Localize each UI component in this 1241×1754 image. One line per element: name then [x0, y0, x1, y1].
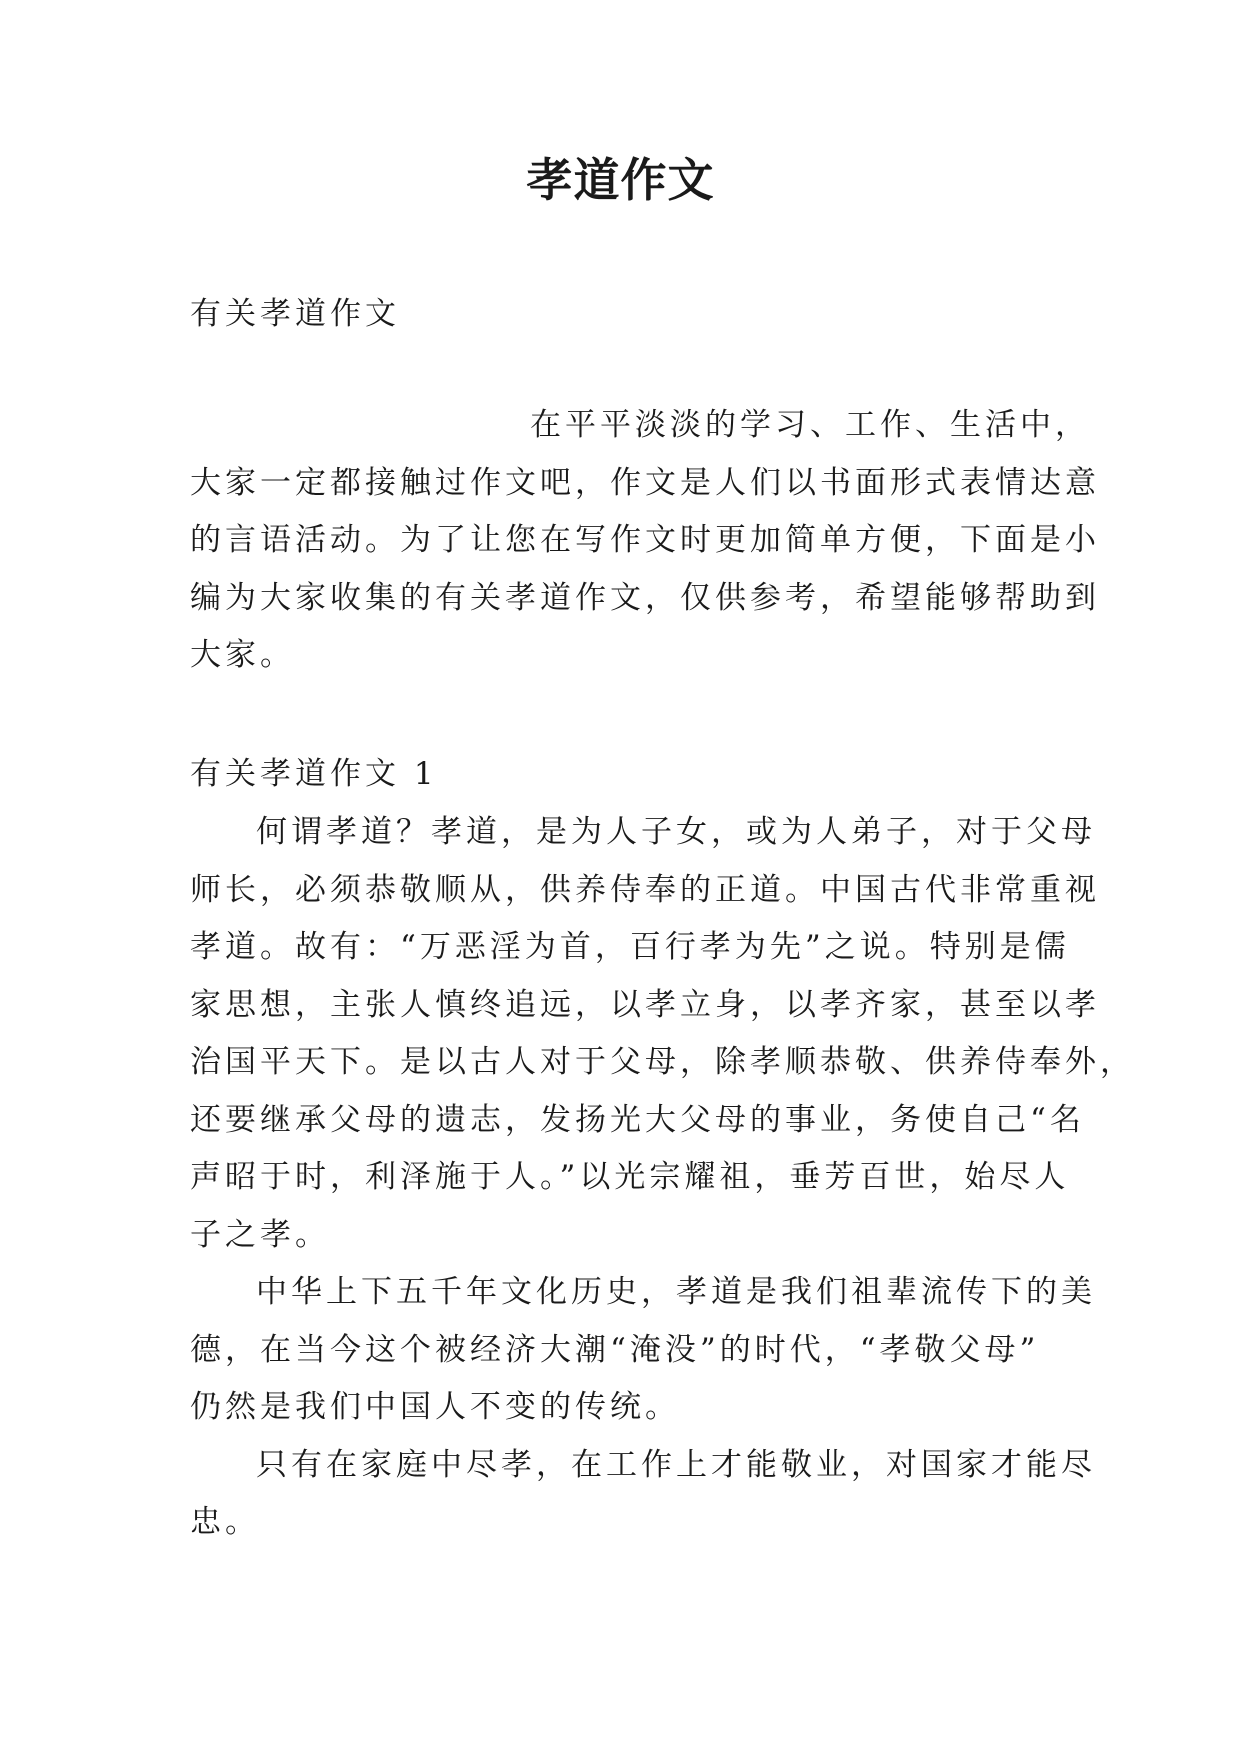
body-line: 何谓孝道？孝道，是为人子女，或为人弟子，对于父母 — [256, 814, 1096, 850]
intro-line: 大家。 — [190, 637, 295, 673]
body-line: 子之孝。 — [190, 1216, 330, 1253]
section-heading — [190, 746, 1052, 804]
body-line: 还要继承父母的遗志，发扬光大父母的事业，务使自己“名 — [190, 1101, 1085, 1138]
document-subtitle — [190, 286, 1052, 344]
body-line: 德，在当今这个被经济大潮“淹没”的时代，“孝敬父母” — [190, 1331, 1040, 1368]
body-line: 孝道。故有：“万恶淫为首，百行孝为先”之说。特别是儒 — [190, 929, 1070, 965]
document-title: 孝道作文 — [526, 153, 715, 207]
intro-line: 大家一定都接触过作文吧，作文是人们以书面形式表情达意 — [190, 464, 1100, 501]
intro-line: 编为大家收集的有关孝道作文，仅供参考，希望能够帮助到 — [190, 579, 1100, 616]
body-line: 家思想，主张人慎终追远，以孝立身，以孝齐家，甚至以孝 — [190, 986, 1100, 1023]
body-line: 仍然是我们中国人不变的传统。 — [190, 1389, 680, 1425]
body-text — [190, 804, 1135, 1552]
intro-line: 在平平淡淡的学习、工作、生活中， — [530, 407, 1090, 443]
body-line: 治国平天下。是以古人对于父母，除孝顺恭敬、供养侍奉外， — [190, 1044, 1135, 1080]
section-heading-line: 有关孝道作文 1 — [190, 756, 438, 792]
intro-paragraph — [190, 397, 1100, 685]
body-line: 中华上下五千年文化历史，孝道是我们祖辈流传下的美 — [256, 1274, 1096, 1310]
body-line: 只有在家庭中尽孝，在工作上才能敬业，对国家才能尽 — [256, 1446, 1096, 1483]
intro-line: 的言语活动。为了让您在写作文时更加简单方便，下面是小 — [190, 522, 1100, 558]
body-line: 声昭于时，利泽施于人。”以光宗耀祖，垂芳百世，始尽人 — [190, 1159, 1070, 1195]
body-line: 师长，必须恭敬顺从，供养侍奉的正道。中国古代非常重视 — [190, 871, 1100, 908]
subtitle-line: 有关孝道作文 — [190, 296, 400, 332]
body-line: 忠。 — [190, 1504, 260, 1540]
